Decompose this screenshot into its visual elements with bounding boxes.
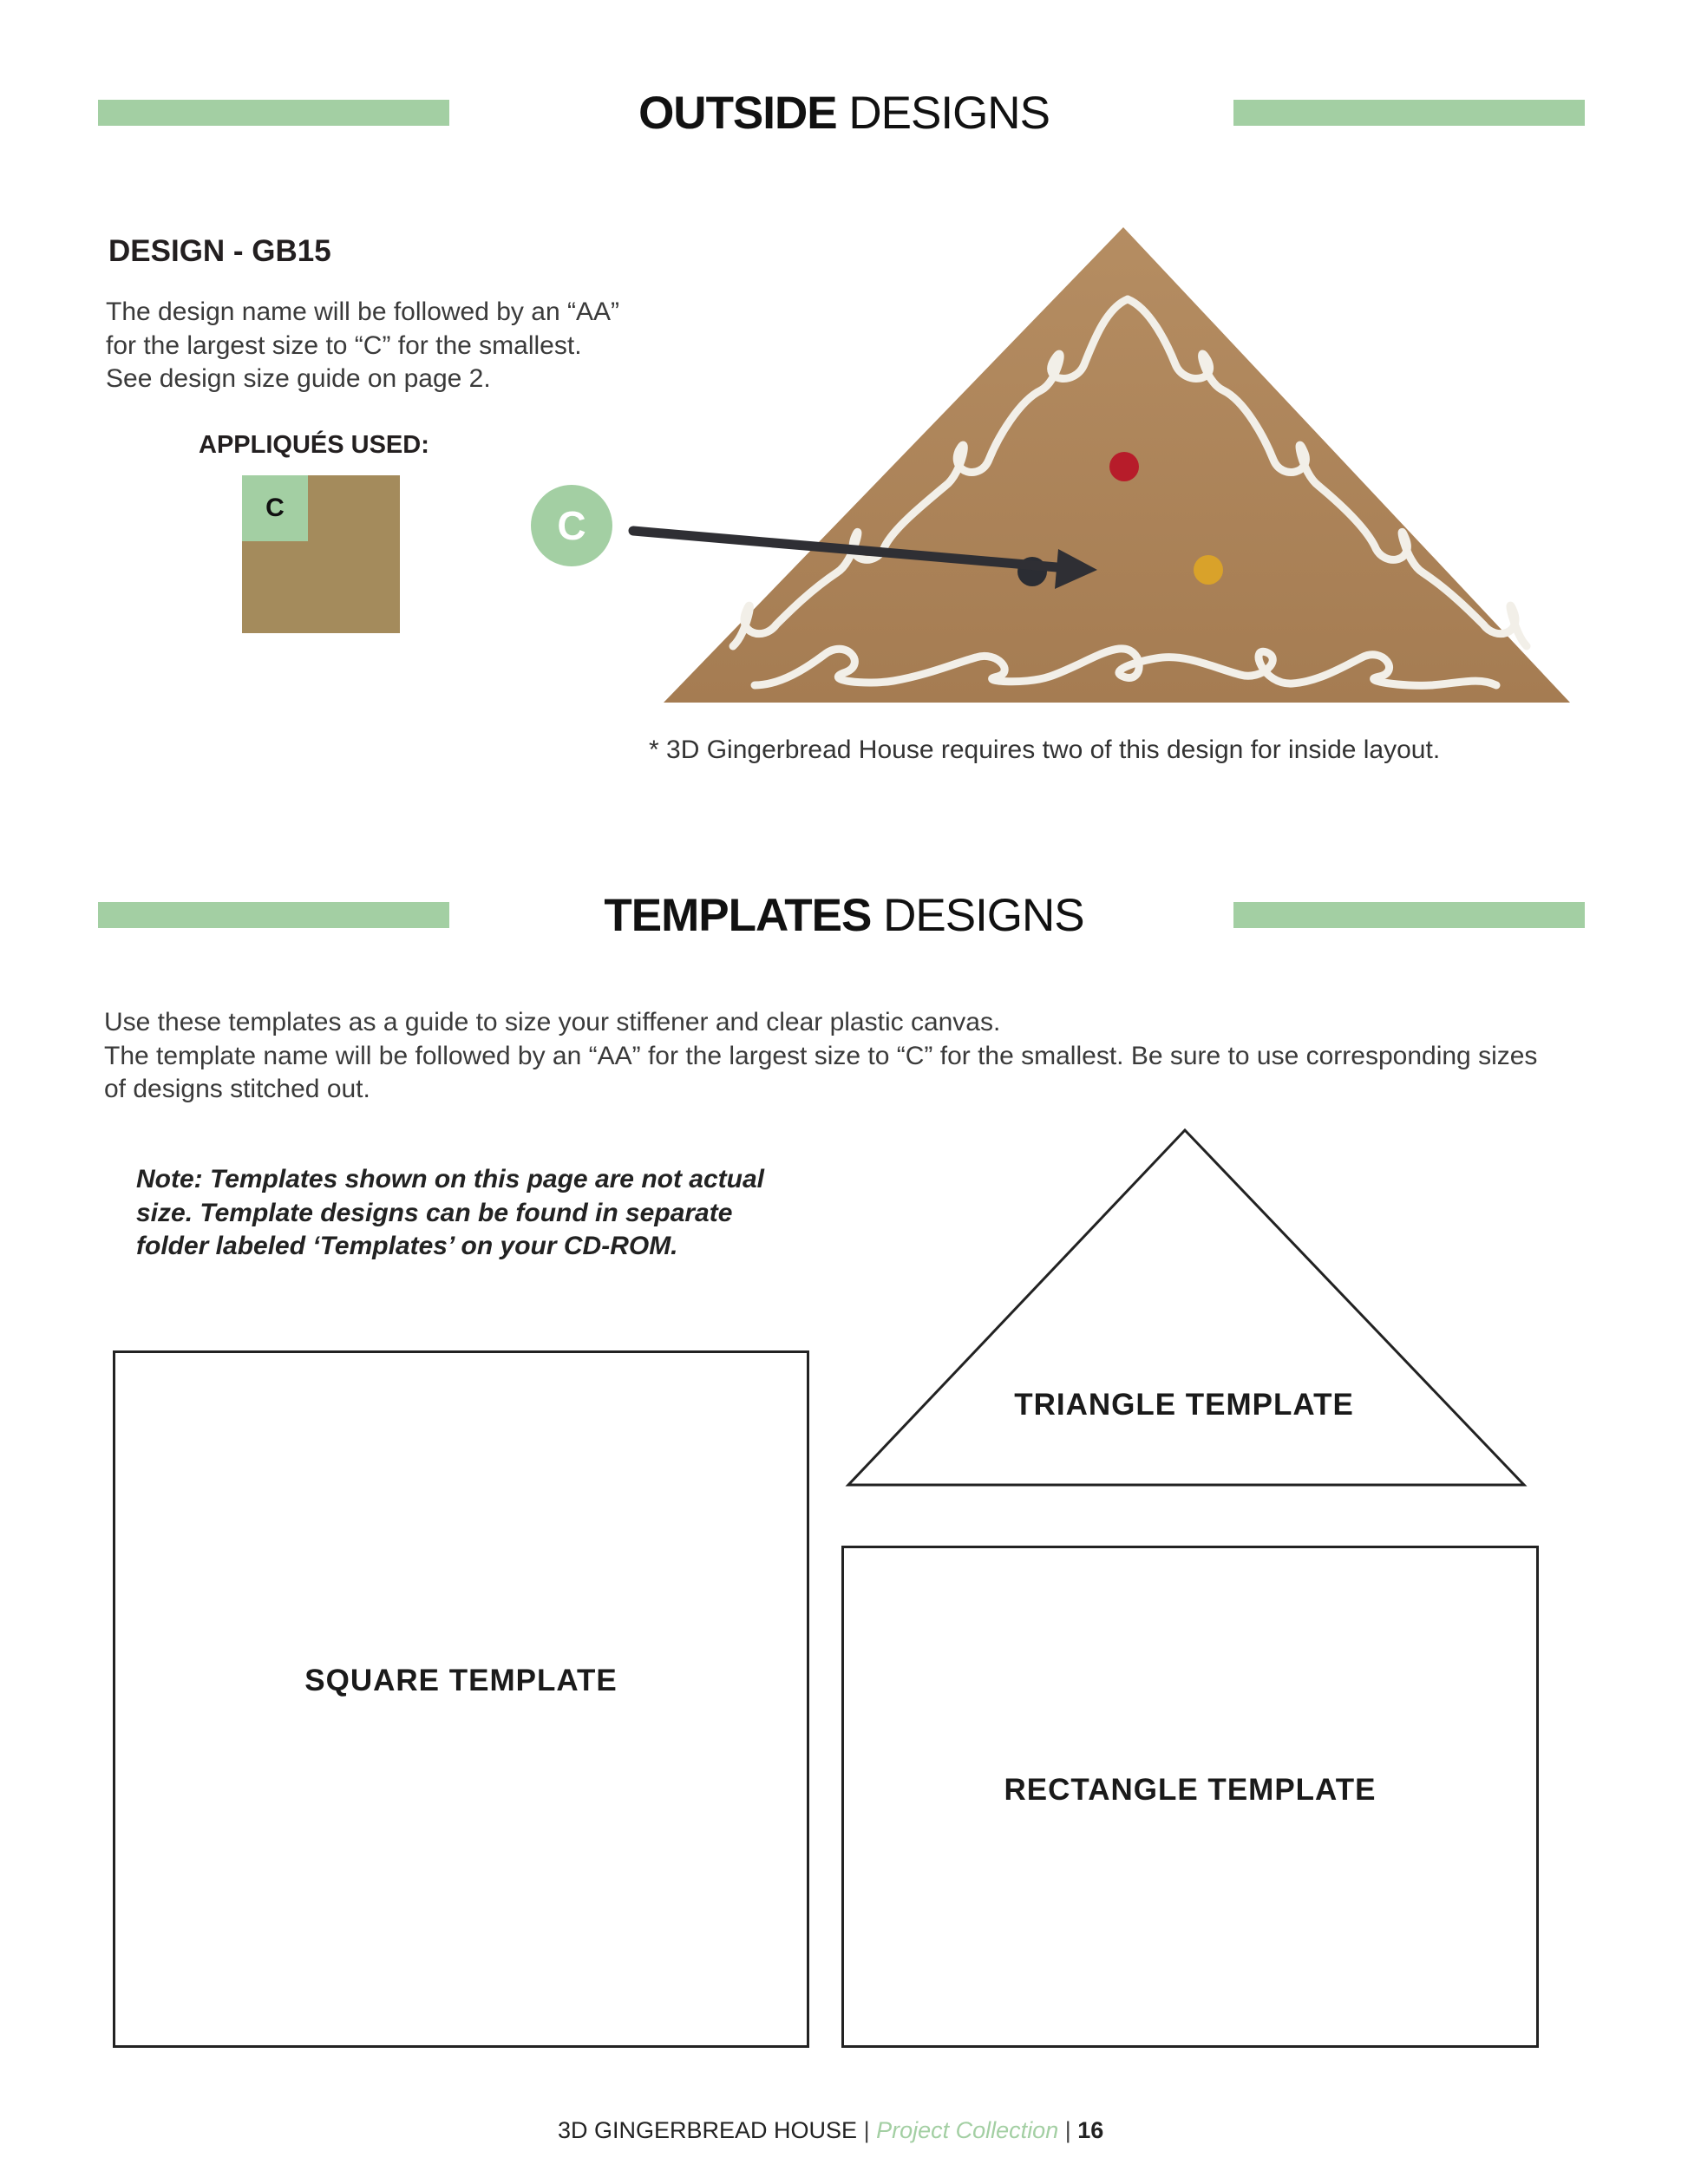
square-template — [113, 1350, 809, 2048]
footnote: * 3D Gingerbread House requires two of this design for inside layout. — [649, 736, 1441, 764]
description-line: The design name will be followed by an “AA” — [106, 298, 619, 326]
note-line: size. Template designs can be found in separate — [136, 1198, 733, 1227]
section-title-bold: TEMPLATES — [604, 890, 872, 941]
intro-line: The template name will be followed by an “AA” for the largest size to “C” for the smallest. Be sure to use corresponding sizes — [104, 1041, 1538, 1070]
note-line: folder labeled ‘Templates’ on your CD-ROM. — [136, 1232, 678, 1260]
intro-line: of designs stitched out. — [104, 1075, 370, 1103]
templates-intro — [104, 1006, 1537, 1107]
section-title-light: DESIGNS — [871, 890, 1084, 941]
section-title-light: DESIGNS — [836, 88, 1050, 139]
page-number: 16 — [1077, 2117, 1104, 2143]
note-line: Note: Templates shown on this page are not actual — [136, 1165, 764, 1193]
swatch-tag: C — [242, 475, 308, 541]
design-name: DESIGN - GB15 — [108, 234, 331, 268]
section-title-outside — [0, 87, 1688, 140]
description-line: for the largest size to “C” for the smallest. — [106, 330, 582, 360]
applique-badge: C — [531, 485, 612, 566]
dot-gold — [1194, 555, 1223, 585]
gingerbread-illustration — [607, 208, 1587, 720]
templates-note — [136, 1163, 764, 1264]
triangle-template-label: TRIANGLE TEMPLATE — [1014, 1388, 1354, 1422]
design-description — [106, 296, 619, 396]
dot-red — [1109, 452, 1139, 481]
footer-separator: | — [1064, 2117, 1071, 2143]
footer-collection: Project Collection — [876, 2117, 1059, 2143]
description-line: See design size guide on page 2. — [106, 364, 491, 393]
section-title-bold: OUTSIDE — [638, 88, 837, 139]
rectangle-template-label: RECTANGLE TEMPLATE — [1004, 1773, 1377, 1807]
footer-separator: | — [863, 2117, 870, 2143]
footer-title: 3D GINGERBREAD HOUSE — [558, 2117, 858, 2143]
square-template-label: SQUARE TEMPLATE — [304, 1664, 618, 1697]
appliques-label: APPLIQUÉS USED: — [199, 431, 429, 459]
triangle-template — [841, 1123, 1535, 1496]
page-footer — [558, 2117, 1103, 2144]
applique-swatch — [242, 475, 400, 633]
intro-line: Use these templates as a guide to size your stiffener and clear plastic canvas. — [104, 1008, 1001, 1036]
section-title-templates — [0, 889, 1688, 942]
